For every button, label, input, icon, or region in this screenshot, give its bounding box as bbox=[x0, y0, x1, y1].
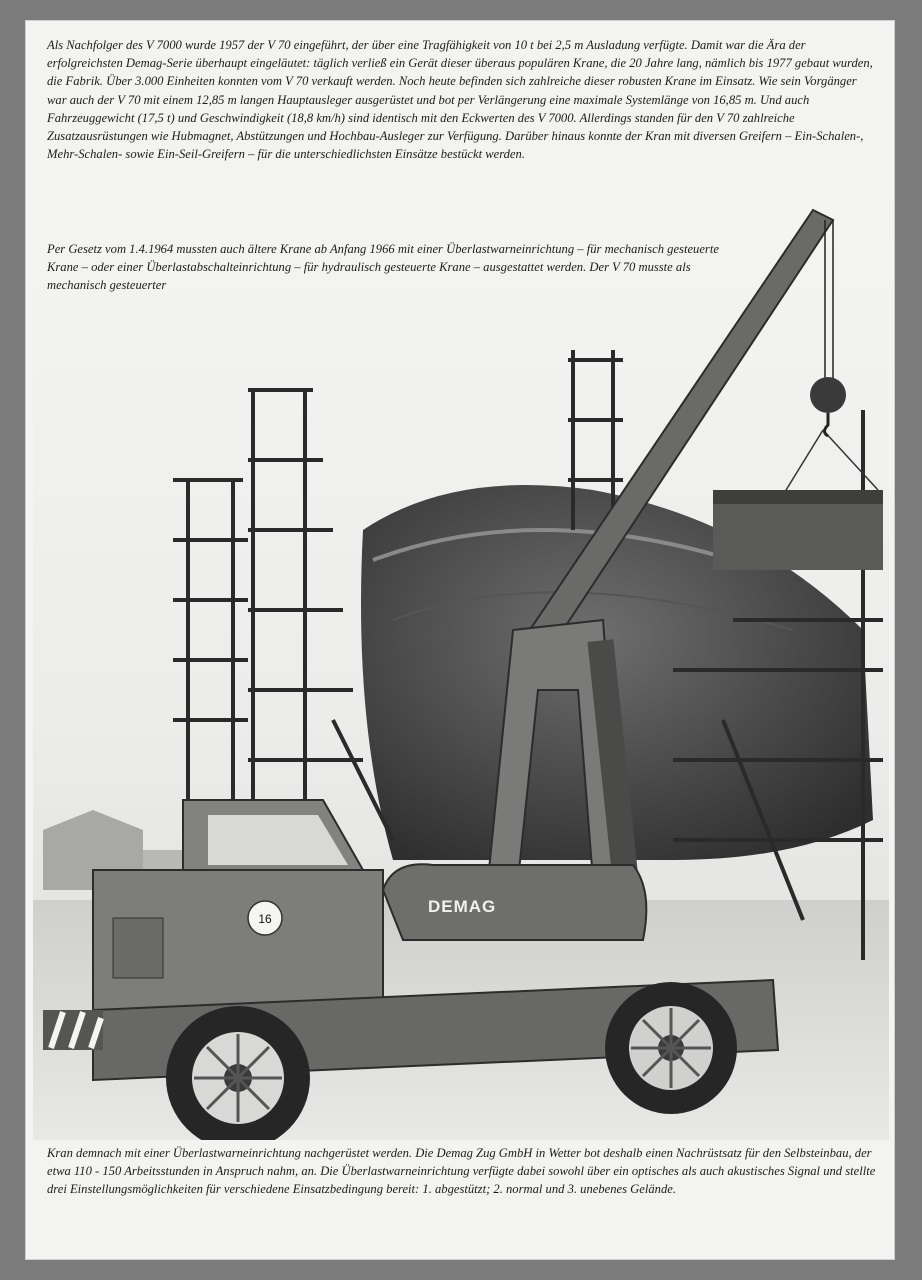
article-paragraph-3: Kran demnach mit einer Überlastwarneinrichtung nachgerüstet werden. Die Demag Zug GmbH in Wetter bot deshalb einen Nachrüstsatz für den Selbsteinbau, der etwa 110 - 150 Arbeitsstunden in Anspruch nahm, an. Die Überlastwarneinrichtung verfügte dabei sowohl über ein optisches als auch akustisches Signal und stellte drei Einstellungsmöglichkeiten für verschiedene Einsatzbedingung bereit: 1. abgestützt; 2. normal und 3. unebenes Gelände. bbox=[47, 1146, 876, 1197]
speed-badge: 16 bbox=[258, 912, 272, 926]
article-paragraph-2: Per Gesetz vom 1.4.1964 mussten auch ältere Krane ab Anfang 1966 mit einer Überlastwarneinrichtung – für mechanisch gesteuerte Krane – oder einer Überlastabschalteinrichtung – für hydraulisch gesteuerte Krane – ausgestattet werden. Der V 70 musste als mechanisch gesteuerter bbox=[47, 242, 719, 293]
demag-label: DEMAG bbox=[428, 897, 497, 916]
rear-wheel bbox=[605, 982, 737, 1114]
document-page bbox=[25, 20, 895, 1260]
article-paragraph-1: Als Nachfolger des V 7000 wurde 1957 der V 70 eingeführt, der über eine Tragfähigkeit von 10 t bei 2,5 m Ausladung verfügte. Damit war die Ära der erfolgreichsten Demag-Serie überhaupt eingeläutet: täglich verließ ein Gerät dieser überaus populären Krane, die 20 Jahre lang, nämlich bis 1977 gebaut wurden, die Fabrik. Über 3.000 Einheiten konnten vom V 70 verkauft werden. Noch heute befinden sich zahlreiche dieser robusten Krane im Einsatz. Wie sein Vorgänger war auch der V 70 mit einem 12,85 m langen Hauptausleger ausgerüstet und bot per Verlängerung eine maximale Systemlänge von 16,85 m. Und auch Fahrzeuggewicht (17,5 t) und Geschwindigkeit (18,8 km/h) sind identisch mit den Eckwerten des V 7000. Allerdings standen für den V 70 zahlreiche Zusatzausrüstungen wie Hubmagnet, Abstützungen und Hochbau-Ausleger zur Verfügung. Darüber hinaus konnte der Kran mit diversen Greifern – Ein-Schalen-, Mehr-Schalen- sowie Ein-Seil-Greifern – für die unterschiedlichsten Einsätze bestückt werden. bbox=[47, 38, 873, 162]
crane-photograph bbox=[33, 200, 889, 1140]
